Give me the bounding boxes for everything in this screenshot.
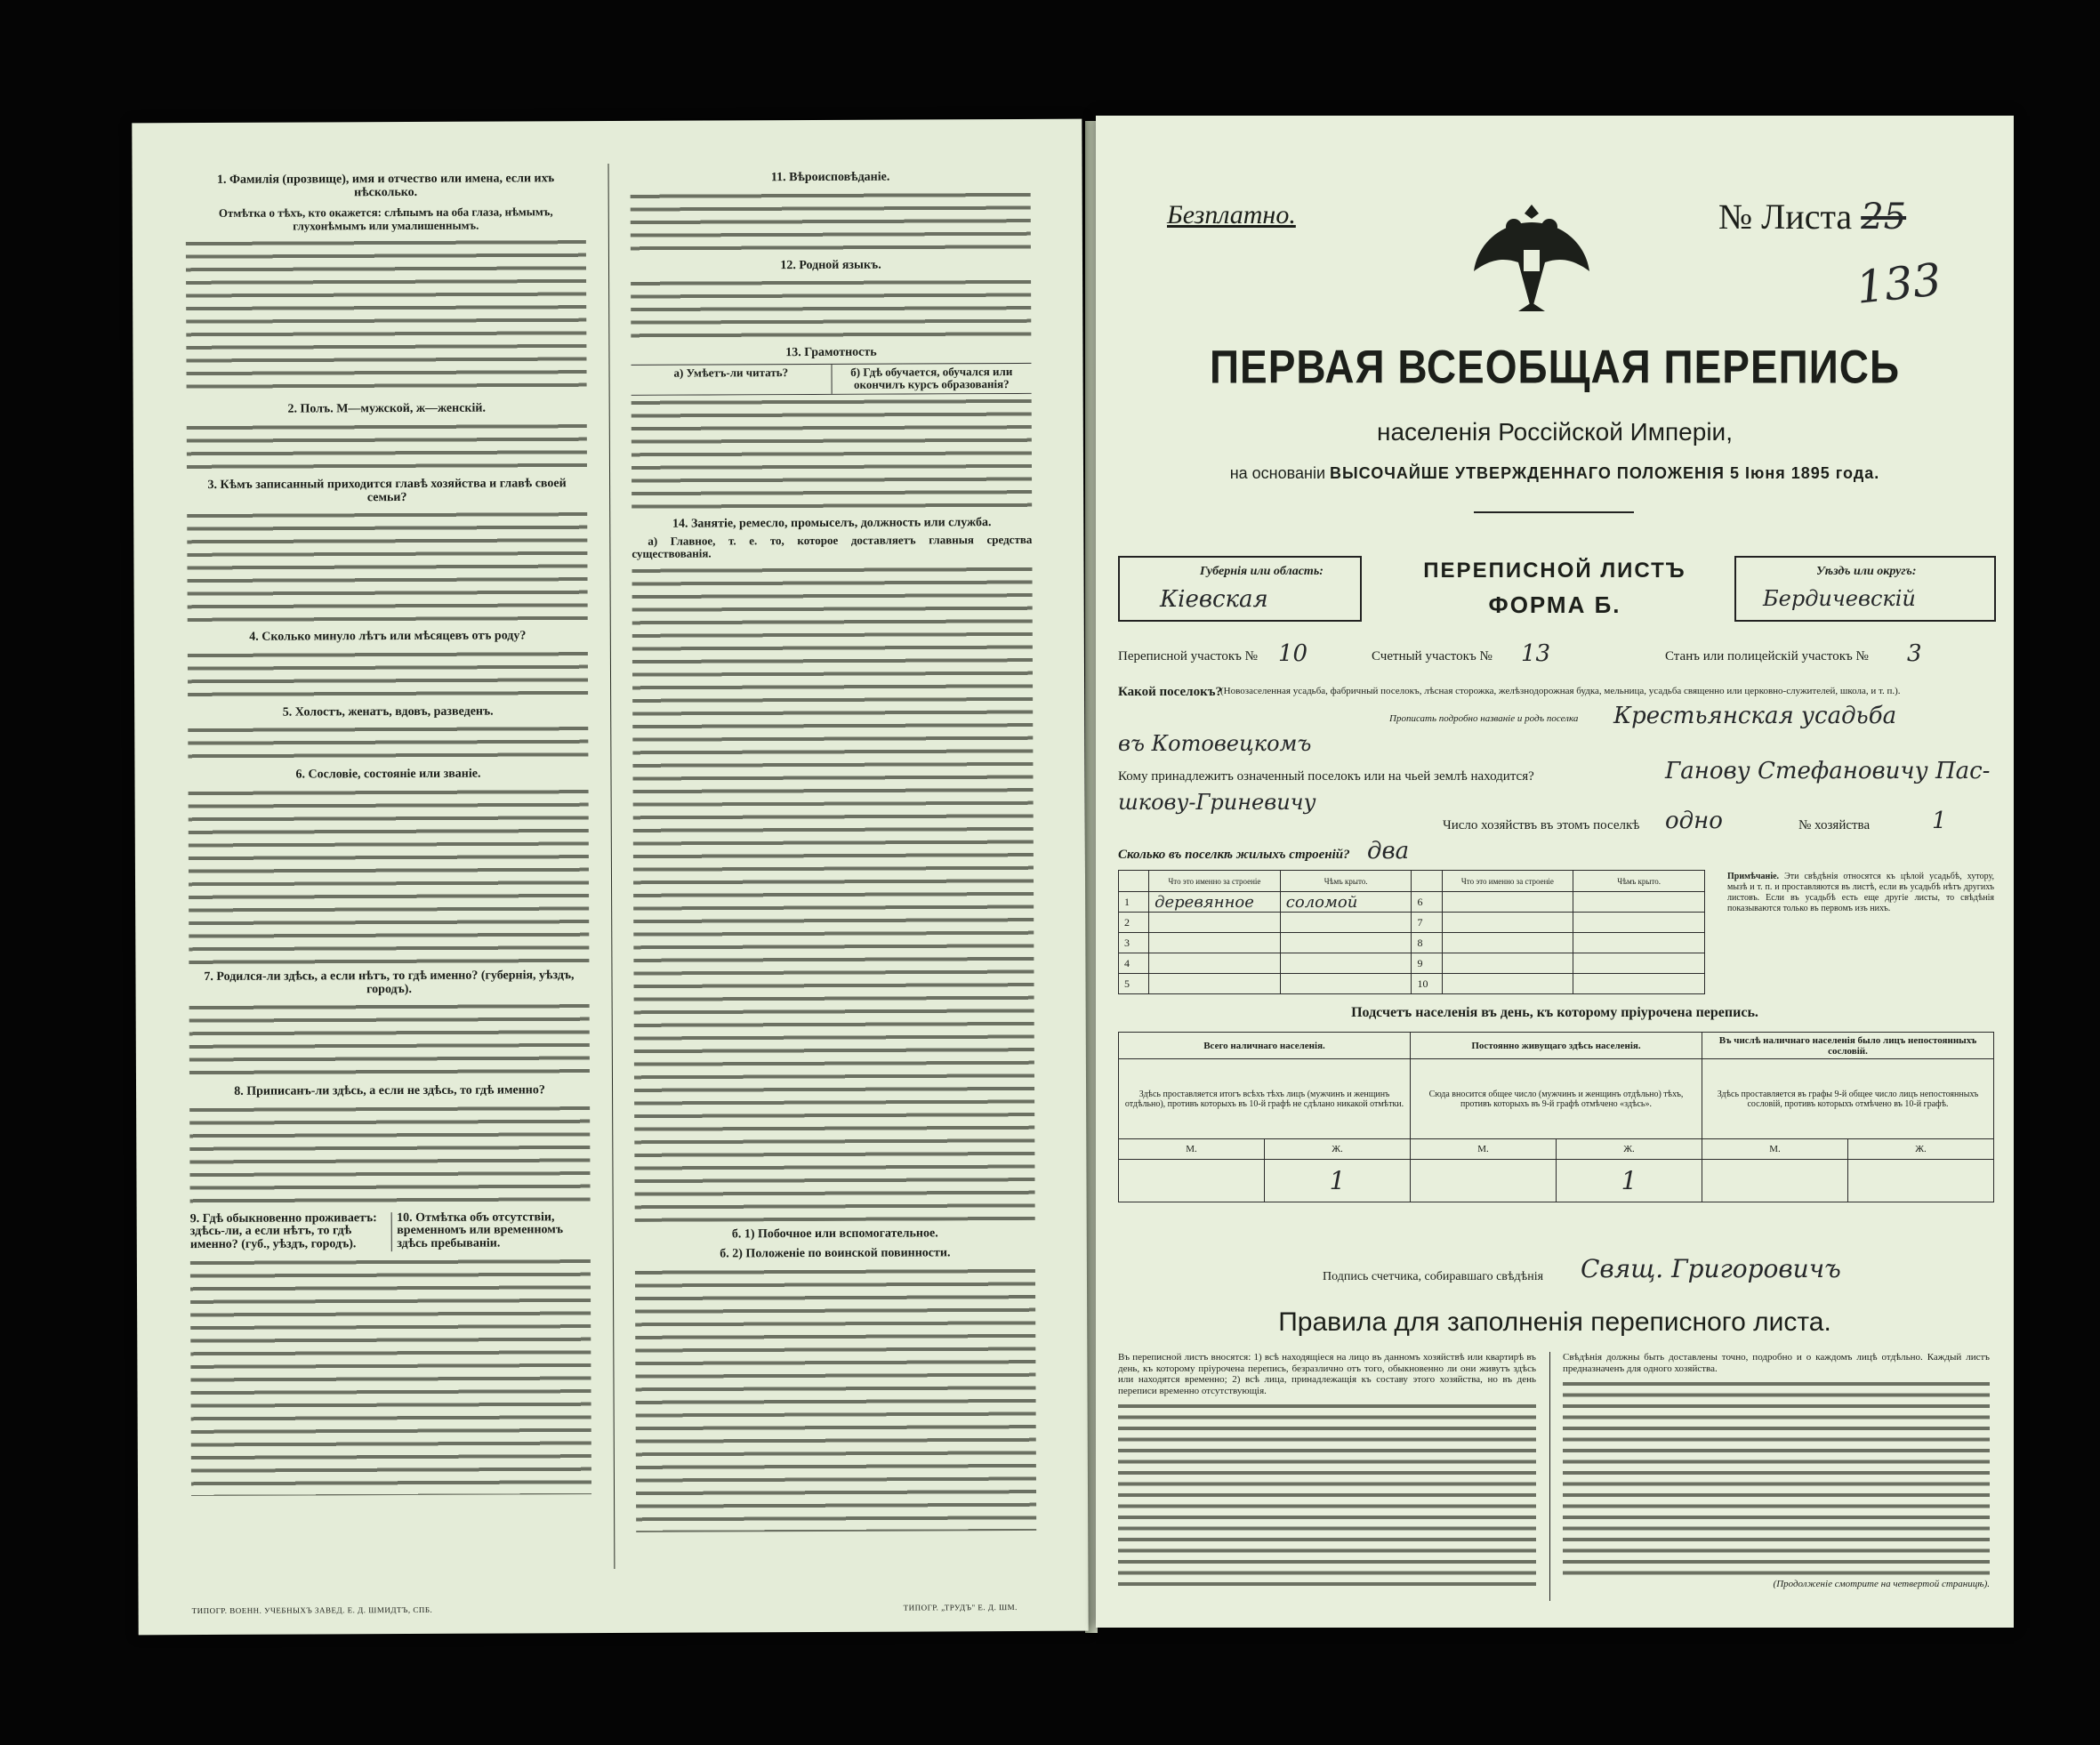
owner-value-2: шкову-Гриневичу xyxy=(1118,790,1316,815)
rules-text-right xyxy=(1563,1352,1990,1590)
households-label: Число хозяйствъ въ этомъ поселкѣ xyxy=(1443,818,1640,832)
section-9-text xyxy=(190,1254,591,1496)
buildings-header-roof: Чѣмъ крыто. xyxy=(1280,871,1412,892)
buildings-header-roof-2: Чѣмъ крыто. xyxy=(1573,871,1705,892)
rules-right-intro: Свѣдѣнія должны быть доставлены точно, подробно и о каждомъ лицѣ отдѣльно. Каждый листъ предназначенъ для одного хозяйства. xyxy=(1563,1352,1990,1374)
province-label: Губернія или область: xyxy=(1200,565,1324,578)
free-label: Безплатно. xyxy=(1167,200,1296,229)
household-no-value: 1 xyxy=(1932,808,1947,834)
owner-label: Кому принадлежитъ означенный поселокъ или на чьей землѣ находится? xyxy=(1118,769,1534,784)
section-5-text xyxy=(188,721,588,762)
col-female: Ж. xyxy=(1557,1139,1702,1160)
row-number: 7 xyxy=(1412,913,1442,933)
section-2-title: 2. Полъ. М—мужской, ж—женскій. xyxy=(287,401,486,416)
col-female: Ж. xyxy=(1848,1139,1994,1160)
buildings-row xyxy=(1119,933,1705,953)
settlement-hint: (Новозаселенная усадьба, фабричный поселокъ, лѣсная сторожка, желѣзнодорожная будка, мельница, усадьба священно или церковно-служителей, школа, и т. п.). xyxy=(1220,686,1901,696)
section-13-title: 13. Грамотность xyxy=(785,345,877,360)
permanent-female-value: 1 xyxy=(1557,1160,1702,1202)
instructions-column-2 xyxy=(631,164,1037,1532)
count-header-nonpermanent: Въ числѣ наличнаго населенія было лицъ непостоянныхъ сословій. xyxy=(1702,1033,1994,1059)
buildings-table xyxy=(1118,870,1705,994)
rules-right-body xyxy=(1563,1378,1990,1575)
owner-value: Ганову Стефановичу Пас- xyxy=(1665,758,1991,784)
household-no-label: № хозяйства xyxy=(1798,818,1871,832)
col-female: Ж. xyxy=(1265,1139,1411,1160)
row-number: 8 xyxy=(1412,933,1442,953)
count-header-permanent: Постоянно живущаго здѣсь населенія. xyxy=(1411,1033,1702,1059)
section-12-text xyxy=(631,275,1031,341)
left-page-instructions xyxy=(132,119,1088,1636)
form-title: ПЕРЕПИСНОЙ ЛИСТЪ xyxy=(1423,559,1686,583)
census-subtitle: населенія Россійской Имперіи, xyxy=(1377,418,1733,446)
section-4-text xyxy=(188,647,588,700)
printer-footer-left: ТИПОГР. ВОЕНН. УЧЕБНЫХЪ ЗАВЕД. Е. Д. ШМИДТЪ, СПБ. xyxy=(191,1604,433,1616)
section-6-title: 6. Сословіе, состояніе или званіе. xyxy=(295,767,481,782)
row-number: 5 xyxy=(1119,974,1149,994)
census-basis-line xyxy=(1096,464,2014,483)
section-3-title: 3. Кѣмъ записанный приходится главѣ хозяйства и главѣ своей семьи? xyxy=(207,477,567,504)
section-6b-text xyxy=(635,1264,1036,1532)
section-13b-title: б) Гдѣ обучается, обучался или окончилъ курсъ образованія? xyxy=(831,364,1032,394)
instructions-column-1 xyxy=(186,165,592,1495)
building-1-roof: соломой xyxy=(1280,892,1412,913)
count-header-present: Всего наличнаго населенія. xyxy=(1119,1033,1411,1059)
counting-district-label: Счетный участокъ № xyxy=(1372,649,1493,663)
population-count-table xyxy=(1118,1032,1994,1202)
section-12-title: 12. Родной языкъ. xyxy=(780,258,881,272)
rules-continued: (Продолженіе смотрите на четвертой страницѣ). xyxy=(1773,1579,1990,1589)
col-male: М. xyxy=(1702,1139,1848,1160)
section-7-text xyxy=(189,999,590,1079)
section-6b1-title: б. 1) Побочное или вспомогательное. xyxy=(731,1226,938,1242)
basis-prefix: на основаніи xyxy=(1229,464,1325,482)
section-14-title: 14. Занятіе, ремесло, промыселъ, должность или служба. xyxy=(672,516,992,531)
printer-footer-right: ТИПОГР. „ТРУДЪ" Е. Д. ШМ. xyxy=(903,1603,1018,1612)
section-9-title: 9. Гдѣ обыкновенно проживаетъ: здѣсь-ли, а если нѣтъ, то гдѣ именно? (губ., уѣздъ, городъ). xyxy=(189,1210,377,1251)
section-1-subtitle: Отмѣтка о тѣхъ, кто окажется: слѣпымъ на оба глаза, нѣмымъ, глухонѣмымъ или умалишеннымъ. xyxy=(218,205,553,233)
building-1-what: деревянное xyxy=(1149,892,1281,913)
col-male: М. xyxy=(1119,1139,1265,1160)
buildings-row xyxy=(1119,913,1705,933)
col-male: М. xyxy=(1411,1139,1557,1160)
population-count-title: Подсчетъ населенія въ день, къ которому пріурочена перепись. xyxy=(1351,1005,1758,1020)
signature-value: Свящ. Григоровичъ xyxy=(1581,1254,1841,1283)
archive-number: 133 xyxy=(1854,253,1944,314)
row-number: 1 xyxy=(1119,892,1149,913)
households-value: одно xyxy=(1665,808,1723,834)
section-4-title: 4. Сколько минуло лѣтъ или мѣсяцевъ отъ роду? xyxy=(249,629,527,644)
count-desc-permanent: Сюда вносится общее число (мужчинъ и женщинъ отдѣльно) тѣхъ, противъ которыхъ въ 9-й графѣ отмѣчено «здѣсь». xyxy=(1411,1059,1702,1139)
census-main-title: ПЕРВАЯ ВСЕОБЩАЯ ПЕРЕПИСЬ xyxy=(1209,340,1901,393)
right-page-census-form xyxy=(1096,116,2014,1628)
settlement-label: Какой поселокъ? xyxy=(1118,685,1222,699)
row-number: 6 xyxy=(1412,892,1442,913)
section-6-text xyxy=(189,784,590,964)
section-2-text xyxy=(187,419,587,472)
rules-left-intro: Въ переписной листъ вносятся: 1) всѣ находящіеся на лицо въ данномъ хозяйствѣ или квартирѣ въ день, къ которому пріурочена перепись, безразлично отъ того, обыкновенно ли они живутъ здѣсь или находятся временно; 2) всѣ лица, принадлежащія къ составу этого хозяйства, но въ день переписи временно отсутствующія. xyxy=(1118,1352,1536,1396)
rules-text-left xyxy=(1118,1352,1536,1587)
section-13-text xyxy=(632,394,1033,511)
note-title: Примѣчаніе. xyxy=(1727,872,1780,881)
stan-label: Станъ или полицейскій участокъ № xyxy=(1665,649,1869,663)
count-desc-nonpermanent: Здѣсь проставляется въ графы 9-й общее число лицъ непостоянныхъ сословій, противъ которыхъ отмѣчено въ 10-й графѣ. xyxy=(1702,1059,1994,1139)
section-1-text xyxy=(186,235,587,397)
counting-district-value: 13 xyxy=(1521,640,1551,667)
section-14a-title: а) Главное, т. е. то, которое доставляетъ главныя средства существованія. xyxy=(632,532,1033,561)
basis-caps: ВЫСОЧАЙШЕ УТВЕРЖДЕННАГО ПОЛОЖЕНІЯ 5 Іюня 1895 года. xyxy=(1330,464,1880,482)
sheet-number-value: 25 xyxy=(1861,197,1907,237)
double-headed-eagle-icon xyxy=(1469,187,1594,320)
title-rule xyxy=(1474,511,1634,513)
census-district-value: 10 xyxy=(1278,640,1308,667)
section-7-title: 7. Родился-ли здѣсь, а если нѣтъ, то гдѣ именно? (губернія, уѣздъ, городъ). xyxy=(204,969,575,996)
section-11-title: 11. Вѣроисповѣданіе. xyxy=(770,170,890,185)
uezd-box xyxy=(1734,556,1996,622)
section-10-title: 10. Отмѣтка объ отсутствіи, временномъ или временномъ здѣсь пребываніи. xyxy=(390,1211,591,1251)
uezd-value: Бердичевскій xyxy=(1763,586,1916,611)
section-14-text xyxy=(632,562,1034,1222)
buildings-row xyxy=(1119,974,1705,994)
note-text: Эти свѣдѣнія относятся къ цѣлой усадьбѣ, хутору, мызѣ и т. п. и проставляются въ листѣ, если въ усадьбѣ нѣтъ другихъ листовъ. Если въ усадьбѣ есть еще другіе листы, то свѣдѣнія показываются только въ первомъ изъ нихъ. xyxy=(1727,872,1995,913)
section-11-text xyxy=(631,188,1031,253)
buildings-header-what: Что это именно за строеніе xyxy=(1149,871,1281,892)
row-number: 4 xyxy=(1119,953,1149,974)
rules-divider xyxy=(1549,1352,1550,1601)
uezd-label: Уѣздъ или округъ: xyxy=(1816,565,1917,578)
row-number: 2 xyxy=(1119,913,1149,933)
buildings-row xyxy=(1119,892,1705,913)
buildings-label: Сколько въ поселкѣ жилыхъ строеній? xyxy=(1118,848,1350,862)
section-8-title: 8. Приписанъ-ли здѣсь, а если не здѣсь, то гдѣ именно? xyxy=(234,1083,545,1098)
buildings-header-what-2: Что это именно за строеніе xyxy=(1442,871,1573,892)
buildings-row xyxy=(1119,953,1705,974)
column-divider xyxy=(608,164,616,1569)
rules-left-body xyxy=(1118,1400,1536,1587)
settlement-value-2: въ Котовецкомъ xyxy=(1118,731,1312,756)
sheet-number-label: № Листа xyxy=(1718,197,1853,237)
settlement-value: Крестьянская усадьба xyxy=(1613,703,1897,729)
section-5-title: 5. Холостъ, женатъ, вдовъ, разведенъ. xyxy=(282,704,494,720)
rules-title: Правила для заполненія переписного листа. xyxy=(1278,1307,1831,1337)
section-8-text xyxy=(189,1101,591,1206)
sheet-number xyxy=(1718,196,1906,237)
present-female-value: 1 xyxy=(1265,1160,1411,1202)
row-number: 10 xyxy=(1412,974,1442,994)
section-1-title: 1. Фамилія (прозвище), имя и отчество или имена, если ихъ нѣсколько. xyxy=(216,172,555,199)
row-number: 3 xyxy=(1119,933,1149,953)
section-13a-title: а) Умѣетъ-ли читать? xyxy=(673,365,789,380)
province-value: Кіевская xyxy=(1160,586,1268,613)
stan-value: 3 xyxy=(1907,640,1922,667)
section-6b2-title: б. 2) Положеніе по воинской повинности. xyxy=(720,1246,951,1261)
settlement-hint-2: Прописать подробно названіе и родъ поселка xyxy=(1389,713,1579,724)
signature-label: Подпись счетчика, собиравшаго свѣдѣнія xyxy=(1323,1270,1544,1283)
row-number: 9 xyxy=(1412,953,1442,974)
count-desc-present: Здѣсь проставляется итогъ всѣхъ тѣхъ лицъ (мужчинъ и женщинъ отдѣльно), противъ которыхъ въ 10-й графѣ не сдѣлано никакой отмѣтки. xyxy=(1119,1059,1411,1139)
form-letter: ФОРМА Б. xyxy=(1488,591,1621,618)
section-3-text xyxy=(187,507,588,624)
census-district-label: Переписной участокъ № xyxy=(1118,649,1258,663)
buildings-note xyxy=(1727,872,1994,914)
buildings-value: два xyxy=(1367,838,1410,864)
